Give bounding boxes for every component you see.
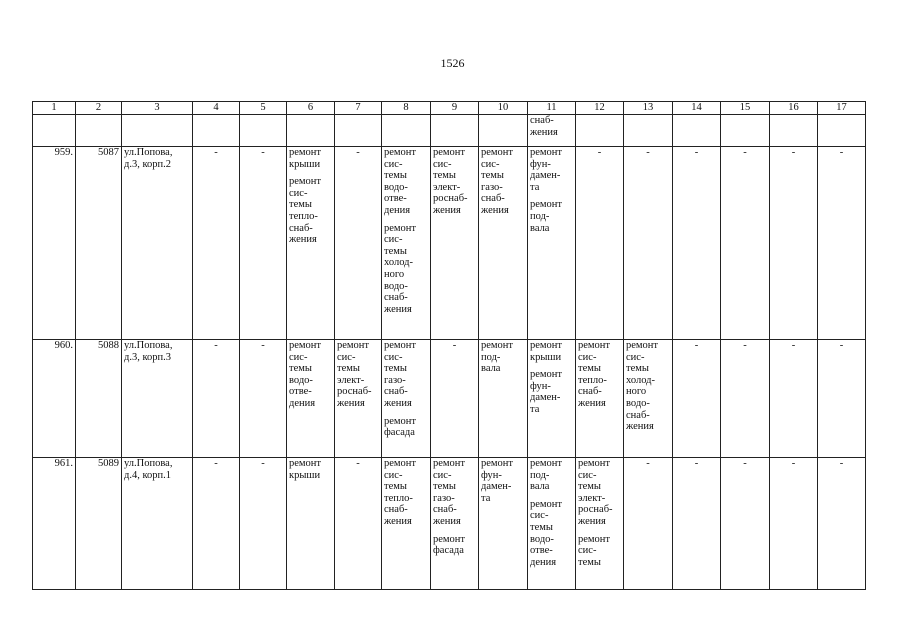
repair-work-item: ремонт сис- темы водо- отве- дения	[384, 147, 417, 216]
table-cell	[528, 115, 576, 147]
repair-work-cell	[431, 458, 479, 590]
repair-work-cell	[431, 147, 479, 340]
column-number: 13	[624, 102, 673, 115]
empty-value-cell: -	[240, 458, 287, 590]
empty-value-cell: -	[240, 340, 287, 458]
empty-value-cell: -	[576, 147, 624, 340]
repair-work-cell	[479, 147, 528, 340]
repair-work-item: ремонт фун- дамен- та	[481, 458, 514, 504]
table-cell	[770, 115, 818, 147]
table-row	[33, 458, 866, 590]
table-cell	[479, 115, 528, 147]
empty-value-cell: -	[770, 147, 818, 340]
building-address	[122, 340, 193, 458]
column-number: 10	[479, 102, 528, 115]
repair-work-item: ремонт сис- темы элект- роснаб- жения	[433, 147, 468, 216]
building-code: 5087	[76, 147, 122, 340]
row-number: 959.	[33, 147, 76, 340]
column-number: 11	[528, 102, 576, 115]
continuation-row	[33, 115, 866, 147]
column-number: 17	[818, 102, 866, 115]
column-number: 4	[193, 102, 240, 115]
repair-work-cell	[287, 458, 335, 590]
table-cell	[33, 115, 76, 147]
column-number: 8	[382, 102, 431, 115]
repair-work-cell	[287, 147, 335, 340]
repair-work-item: ремонт под- вала	[530, 458, 563, 493]
repair-work-item: ремонт фасада	[384, 415, 417, 439]
empty-value-cell: -	[624, 147, 673, 340]
repair-work-item: ремонт сис- темы газо- снаб- жения	[481, 147, 514, 216]
repair-work-item: ремонт сис- темы водо- отве- дения	[289, 340, 322, 409]
page-number: 1526	[440, 56, 465, 70]
repair-work-item: ремонт сис- темы	[578, 533, 611, 568]
repair-work-item: ремонт фун- дамен- та	[530, 147, 563, 193]
empty-value-cell: -	[193, 340, 240, 458]
repair-work-cell	[382, 147, 431, 340]
empty-value-cell: -	[818, 458, 866, 590]
empty-value-cell: -	[335, 147, 382, 340]
repair-work-item: ремонт сис- темы водо- отве- дения	[530, 498, 563, 568]
repair-work-item: ремонт сис- темы газо- снаб- жения	[433, 458, 466, 527]
repair-work-item: ремонт сис- темы элект- роснаб- жения	[578, 458, 613, 527]
empty-value-cell: -	[770, 458, 818, 590]
repair-work-item: ремонт фасада	[433, 533, 466, 557]
empty-value-cell: -	[770, 340, 818, 458]
empty-value-cell: -	[721, 147, 770, 340]
repair-work-cell	[528, 147, 576, 340]
column-number: 1	[33, 102, 76, 115]
column-number: 7	[335, 102, 382, 115]
row-number: 960.	[33, 340, 76, 458]
repair-work-cell	[528, 340, 576, 458]
table-cell	[673, 115, 721, 147]
repair-work-item: ремонт сис- темы тепло- снаб- жения	[289, 176, 322, 246]
repair-work-item: ремонт сис- темы холод- ного водо- снаб- жения	[384, 222, 417, 315]
repair-work-item: ремонт сис- темы холод- ного водо- снаб- жения	[626, 340, 659, 433]
repair-work-cell	[382, 458, 431, 590]
empty-value-cell: -	[624, 458, 673, 590]
repair-work-cell	[576, 340, 624, 458]
repair-work-item: ремонт крыши	[289, 458, 322, 481]
empty-value-cell: -	[193, 458, 240, 590]
repair-work-item: ремонт крыши	[289, 147, 322, 170]
table-cell	[76, 115, 122, 147]
table-cell	[576, 115, 624, 147]
repair-work-item: ремонт под- вала	[481, 340, 514, 375]
table-cell	[624, 115, 673, 147]
column-number: 6	[287, 102, 335, 115]
column-number: 9	[431, 102, 479, 115]
repair-schedule-table	[32, 101, 866, 590]
table-cell	[193, 115, 240, 147]
empty-value-cell: -	[240, 147, 287, 340]
header-row	[33, 102, 866, 115]
empty-value-cell: -	[818, 147, 866, 340]
building-code: 5089	[76, 458, 122, 590]
cell-text: ул.Попова, д.4, корп.1	[124, 458, 173, 481]
repair-work-cell	[479, 458, 528, 590]
building-address	[122, 458, 193, 590]
repair-work-item: ремонт крыши	[530, 340, 563, 363]
repair-work-cell	[624, 340, 673, 458]
repair-work-cell	[479, 340, 528, 458]
empty-value-cell: -	[673, 340, 721, 458]
repair-work-cell	[287, 340, 335, 458]
table-cell	[122, 115, 193, 147]
repair-work-item: ремонт сис- темы тепло- снаб- жения	[578, 340, 611, 409]
repair-work-cell	[382, 340, 431, 458]
cell-text: ул.Попова, д.3, корп.3	[124, 340, 173, 363]
repair-work-cell	[528, 458, 576, 590]
cell-text: снаб- жения	[530, 115, 558, 138]
table-row	[33, 340, 866, 458]
cell-text: ул.Попова, д.3, корп.2	[124, 147, 173, 170]
building-code: 5088	[76, 340, 122, 458]
column-number: 15	[721, 102, 770, 115]
repair-work-item: ремонт сис- темы элект- роснаб- жения	[337, 340, 372, 409]
repair-work-cell	[335, 340, 382, 458]
empty-value-cell: -	[673, 147, 721, 340]
empty-value-cell: -	[721, 340, 770, 458]
table-cell	[431, 115, 479, 147]
empty-value-cell: -	[335, 458, 382, 590]
column-number: 5	[240, 102, 287, 115]
column-number: 16	[770, 102, 818, 115]
column-number: 14	[673, 102, 721, 115]
repair-work-item: ремонт сис- темы тепло- снаб- жения	[384, 458, 417, 527]
table-cell	[335, 115, 382, 147]
column-number: 3	[122, 102, 193, 115]
table-cell	[287, 115, 335, 147]
table-cell	[818, 115, 866, 147]
empty-value-cell: -	[721, 458, 770, 590]
table-cell	[721, 115, 770, 147]
table-row	[33, 147, 866, 340]
repair-work-item: ремонт под- вала	[530, 199, 563, 234]
building-address	[122, 147, 193, 340]
row-number: 961.	[33, 458, 76, 590]
empty-value-cell: -	[431, 340, 479, 458]
repair-work-item: ремонт сис- темы газо- снаб- жения	[384, 340, 417, 409]
column-number: 12	[576, 102, 624, 115]
repair-work-item: ремонт фун- дамен- та	[530, 369, 563, 415]
repair-work-cell	[576, 458, 624, 590]
empty-value-cell: -	[673, 458, 721, 590]
empty-value-cell: -	[193, 147, 240, 340]
table-body	[33, 102, 866, 590]
column-number: 2	[76, 102, 122, 115]
table-cell	[382, 115, 431, 147]
empty-value-cell: -	[818, 340, 866, 458]
table-cell	[240, 115, 287, 147]
